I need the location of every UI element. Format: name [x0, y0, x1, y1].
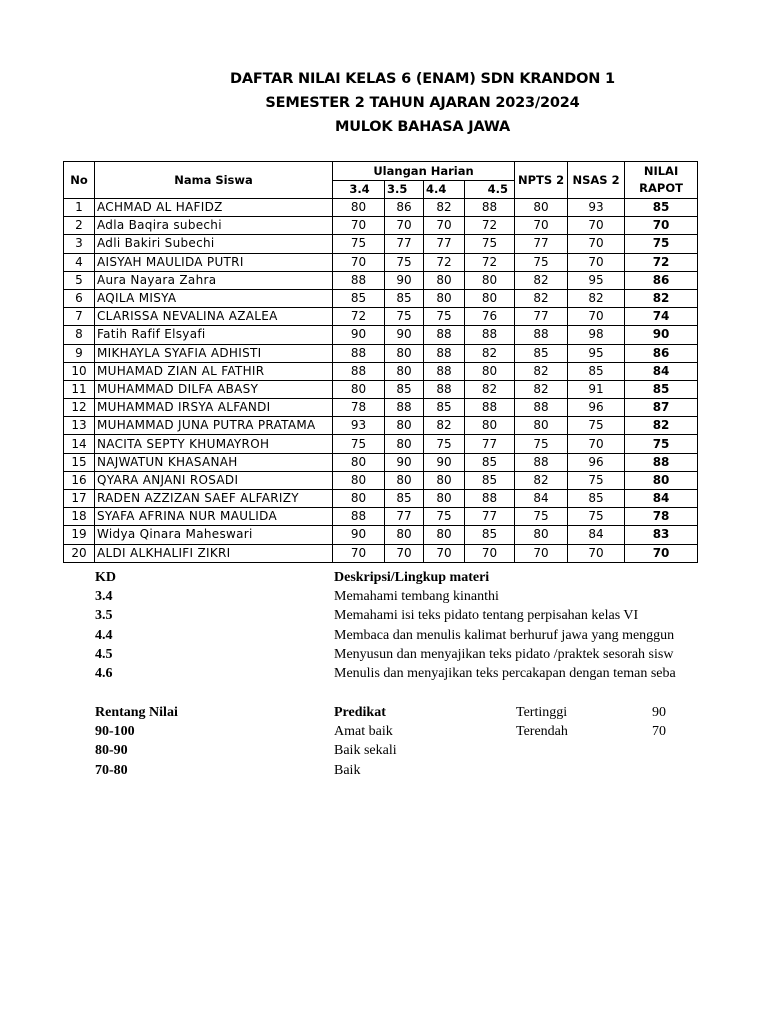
score-3-4: 70: [333, 217, 385, 235]
table-row: [64, 326, 698, 344]
score-4-4: 80: [424, 271, 465, 289]
score-nsas: 82: [568, 289, 625, 307]
table-row: [64, 526, 698, 544]
score-rapot: 87: [625, 399, 698, 417]
table-row: [64, 271, 698, 289]
score-3-4: 93: [333, 417, 385, 435]
table-row: [64, 544, 698, 562]
score-npts: 88: [515, 326, 568, 344]
score-4-5: 80: [465, 289, 515, 307]
table-row: [64, 199, 698, 217]
header-sub-4-4: 4.4: [424, 181, 465, 199]
predikat-value: Baik sekali: [334, 743, 397, 758]
score-rapot: 74: [625, 308, 698, 326]
score-rapot: 86: [625, 271, 698, 289]
score-nsas: 84: [568, 526, 625, 544]
student-name: Adla Baqira subechi: [95, 217, 333, 235]
score-nsas: 95: [568, 271, 625, 289]
table-row: [64, 453, 698, 471]
student-name: Fatih Rafif Elsyafi: [95, 326, 333, 344]
score-4-4: 88: [424, 344, 465, 362]
student-name: Adli Bakiri Subechi: [95, 235, 333, 253]
kd-description-header: Deskripsi/Lingkup materi: [334, 570, 490, 585]
header-sub-3-4: 3.4: [333, 181, 385, 199]
range-value: 80-90: [95, 743, 128, 758]
score-3-4: 80: [333, 199, 385, 217]
score-4-5: 88: [465, 490, 515, 508]
student-name: AISYAH MAULIDA PUTRI: [95, 253, 333, 271]
score-3-5: 85: [385, 490, 424, 508]
kd-description: Membaca dan menulis kalimat berhuruf jawa yang menggun: [334, 628, 675, 643]
score-3-5: 70: [385, 544, 424, 562]
score-4-5: 77: [465, 435, 515, 453]
header-nsas: NSAS 2: [568, 162, 625, 199]
score-3-5: 80: [385, 526, 424, 544]
row-number: 13: [64, 417, 95, 435]
student-name: MUHAMMAD JUNA PUTRA PRATAMA: [95, 417, 333, 435]
header-rapot-line-2: RAPOT: [639, 181, 683, 195]
score-4-5: 85: [465, 453, 515, 471]
row-number: 3: [64, 235, 95, 253]
score-3-4: 75: [333, 235, 385, 253]
score-nsas: 70: [568, 253, 625, 271]
score-4-4: 80: [424, 289, 465, 307]
score-3-5: 88: [385, 399, 424, 417]
student-name: NAJWATUN KHASANAH: [95, 453, 333, 471]
score-nsas: 95: [568, 344, 625, 362]
score-rapot: 70: [625, 544, 698, 562]
score-rapot: 82: [625, 417, 698, 435]
score-4-4: 82: [424, 199, 465, 217]
kd-description: Menulis dan menyajikan teks percakapan dengan teman seba: [334, 666, 676, 681]
score-npts: 88: [515, 399, 568, 417]
score-4-4: 75: [424, 508, 465, 526]
row-number: 12: [64, 399, 95, 417]
score-4-4: 80: [424, 471, 465, 489]
score-3-4: 90: [333, 526, 385, 544]
score-3-4: 72: [333, 308, 385, 326]
score-nsas: 98: [568, 326, 625, 344]
header-rapot-line-1: NILAI: [643, 164, 679, 178]
score-npts: 70: [515, 544, 568, 562]
student-name: MIKHAYLA SYAFIA ADHISTI: [95, 344, 333, 362]
score-3-5: 70: [385, 217, 424, 235]
student-name: NACITA SEPTY KHUMAYROH: [95, 435, 333, 453]
score-4-4: 70: [424, 217, 465, 235]
score-npts: 75: [515, 253, 568, 271]
row-number: 10: [64, 362, 95, 380]
kd-code: 4.4: [95, 628, 113, 643]
header-sub-3-5: 3.5: [385, 181, 424, 199]
score-npts: 82: [515, 271, 568, 289]
table-row: [64, 344, 698, 362]
score-npts: 82: [515, 380, 568, 398]
header-name: Nama Siswa: [95, 162, 333, 199]
score-nsas: 93: [568, 199, 625, 217]
score-3-4: 75: [333, 435, 385, 453]
score-nsas: 96: [568, 399, 625, 417]
score-rapot: 80: [625, 471, 698, 489]
score-3-5: 90: [385, 326, 424, 344]
score-3-5: 80: [385, 435, 424, 453]
student-name: AQILA MISYA: [95, 289, 333, 307]
score-4-5: 85: [465, 471, 515, 489]
score-4-4: 88: [424, 362, 465, 380]
kd-code: 4.5: [95, 647, 113, 662]
score-nsas: 91: [568, 380, 625, 398]
student-name: QYARA ANJANI ROSADI: [95, 471, 333, 489]
score-nsas: 70: [568, 217, 625, 235]
score-4-5: 82: [465, 380, 515, 398]
score-nsas: 70: [568, 435, 625, 453]
student-name: ACHMAD AL HAFIDZ: [95, 199, 333, 217]
score-4-4: 72: [424, 253, 465, 271]
score-rapot: 88: [625, 453, 698, 471]
score-4-4: 75: [424, 308, 465, 326]
score-rapot: 86: [625, 344, 698, 362]
range-header: Rentang Nilai: [95, 705, 178, 720]
table-row: [64, 399, 698, 417]
score-rapot: 75: [625, 235, 698, 253]
kd-code: 3.5: [95, 608, 113, 623]
score-3-5: 80: [385, 471, 424, 489]
header-no: No: [64, 162, 95, 199]
document-title-line-2: SEMESTER 2 TAHUN AJARAN 2023/2024: [265, 95, 580, 111]
score-4-5: 88: [465, 326, 515, 344]
kd-code: 3.4: [95, 589, 113, 604]
grades-table: [63, 161, 698, 563]
score-3-5: 90: [385, 271, 424, 289]
score-4-5: 88: [465, 399, 515, 417]
kd-description: Memahami tembang kinanthi: [334, 589, 499, 604]
score-npts: 85: [515, 344, 568, 362]
score-nsas: 85: [568, 490, 625, 508]
row-number: 20: [64, 544, 95, 562]
student-name: CLARISSA NEVALINA AZALEA: [95, 308, 333, 326]
row-number: 6: [64, 289, 95, 307]
score-nsas: 75: [568, 471, 625, 489]
score-3-4: 90: [333, 326, 385, 344]
row-number: 17: [64, 490, 95, 508]
score-4-4: 88: [424, 380, 465, 398]
header-ulangan-harian: Ulangan Harian: [333, 162, 515, 181]
score-rapot: 70: [625, 217, 698, 235]
score-3-5: 75: [385, 308, 424, 326]
student-name: Widya Qinara Maheswari: [95, 526, 333, 544]
document-title-line-3: MULOK BAHASA JAWA: [334, 119, 510, 135]
table-row: [64, 253, 698, 271]
score-nsas: 75: [568, 508, 625, 526]
score-3-4: 80: [333, 380, 385, 398]
score-4-5: 77: [465, 508, 515, 526]
score-4-4: 82: [424, 417, 465, 435]
table-row: [64, 235, 698, 253]
terendah-value: 70: [652, 724, 666, 739]
score-3-4: 88: [333, 508, 385, 526]
score-npts: 75: [515, 435, 568, 453]
student-name: Aura Nayara Zahra: [95, 271, 333, 289]
score-3-4: 80: [333, 490, 385, 508]
score-npts: 77: [515, 235, 568, 253]
score-3-5: 85: [385, 289, 424, 307]
score-3-5: 75: [385, 253, 424, 271]
student-name: MUHAMMAD DILFA ABASY: [95, 380, 333, 398]
score-nsas: 70: [568, 235, 625, 253]
score-4-5: 76: [465, 308, 515, 326]
grades-table-body: [64, 199, 698, 563]
score-3-4: 78: [333, 399, 385, 417]
score-3-5: 80: [385, 417, 424, 435]
score-3-5: 80: [385, 362, 424, 380]
score-npts: 77: [515, 308, 568, 326]
score-rapot: 84: [625, 362, 698, 380]
score-rapot: 85: [625, 380, 698, 398]
score-rapot: 84: [625, 490, 698, 508]
row-number: 11: [64, 380, 95, 398]
score-4-4: 88: [424, 326, 465, 344]
score-npts: 80: [515, 526, 568, 544]
score-4-5: 72: [465, 253, 515, 271]
score-4-5: 85: [465, 526, 515, 544]
score-nsas: 96: [568, 453, 625, 471]
score-npts: 80: [515, 199, 568, 217]
row-number: 9: [64, 344, 95, 362]
student-name: SYAFA AFRINA NUR MAULIDA: [95, 508, 333, 526]
row-number: 19: [64, 526, 95, 544]
score-rapot: 83: [625, 526, 698, 544]
score-3-5: 80: [385, 344, 424, 362]
row-number: 15: [64, 453, 95, 471]
score-npts: 82: [515, 289, 568, 307]
row-number: 7: [64, 308, 95, 326]
score-3-5: 77: [385, 235, 424, 253]
score-3-4: 80: [333, 471, 385, 489]
score-npts: 88: [515, 453, 568, 471]
row-number: 8: [64, 326, 95, 344]
score-3-4: 88: [333, 362, 385, 380]
table-row: [64, 417, 698, 435]
score-nsas: 70: [568, 544, 625, 562]
score-nsas: 70: [568, 308, 625, 326]
score-npts: 82: [515, 362, 568, 380]
range-value: 90-100: [95, 724, 135, 739]
header-sub-4-5: 4.5: [465, 181, 515, 199]
score-3-4: 85: [333, 289, 385, 307]
score-rapot: 82: [625, 289, 698, 307]
table-row: [64, 217, 698, 235]
score-4-5: 88: [465, 199, 515, 217]
score-3-4: 88: [333, 271, 385, 289]
score-npts: 80: [515, 417, 568, 435]
score-4-4: 75: [424, 435, 465, 453]
score-3-4: 88: [333, 344, 385, 362]
tertinggi-label: Tertinggi: [516, 705, 568, 720]
score-rapot: 75: [625, 435, 698, 453]
kd-header: KD: [95, 570, 116, 585]
predikat-value: Baik: [334, 763, 361, 778]
student-name: RADEN AZZIZAN SAEF ALFARIZY: [95, 490, 333, 508]
table-row: [64, 380, 698, 398]
score-npts: 70: [515, 217, 568, 235]
score-4-5: 82: [465, 344, 515, 362]
score-4-5: 80: [465, 362, 515, 380]
score-4-5: 72: [465, 217, 515, 235]
row-number: 5: [64, 271, 95, 289]
score-4-5: 80: [465, 417, 515, 435]
student-name: ALDI ALKHALIFI ZIKRI: [95, 544, 333, 562]
row-number: 1: [64, 199, 95, 217]
tertinggi-value: 90: [652, 705, 666, 720]
kd-code: 4.6: [95, 666, 113, 681]
score-npts: 82: [515, 471, 568, 489]
score-3-4: 70: [333, 253, 385, 271]
score-3-5: 90: [385, 453, 424, 471]
row-number: 16: [64, 471, 95, 489]
score-nsas: 75: [568, 417, 625, 435]
score-npts: 75: [515, 508, 568, 526]
predikat-header: Predikat: [334, 705, 386, 720]
score-4-5: 70: [465, 544, 515, 562]
score-3-5: 85: [385, 380, 424, 398]
score-3-5: 77: [385, 508, 424, 526]
score-rapot: 90: [625, 326, 698, 344]
student-name: MUHAMMAD IRSYA ALFANDI: [95, 399, 333, 417]
score-4-4: 85: [424, 399, 465, 417]
header-nilai-rapot: [625, 162, 698, 199]
table-row: [64, 490, 698, 508]
range-value: 70-80: [95, 763, 128, 778]
score-4-5: 80: [465, 271, 515, 289]
terendah-label: Terendah: [516, 724, 568, 739]
score-rapot: 78: [625, 508, 698, 526]
score-4-4: 77: [424, 235, 465, 253]
table-row: [64, 308, 698, 326]
score-4-4: 80: [424, 490, 465, 508]
score-3-5: 86: [385, 199, 424, 217]
score-rapot: 72: [625, 253, 698, 271]
score-3-4: 70: [333, 544, 385, 562]
score-4-5: 75: [465, 235, 515, 253]
kd-description: Menyusun dan menyajikan teks pidato /praktek sesorah sisw: [334, 647, 674, 662]
score-nsas: 85: [568, 362, 625, 380]
table-row: [64, 435, 698, 453]
score-4-4: 90: [424, 453, 465, 471]
row-number: 14: [64, 435, 95, 453]
table-row: [64, 362, 698, 380]
score-npts: 84: [515, 490, 568, 508]
score-4-4: 80: [424, 526, 465, 544]
table-row: [64, 508, 698, 526]
student-name: MUHAMAD ZIAN AL FATHIR: [95, 362, 333, 380]
table-row: [64, 289, 698, 307]
document-title-line-1: DAFTAR NILAI KELAS 6 (ENAM) SDN KRANDON 1: [230, 71, 615, 87]
row-number: 4: [64, 253, 95, 271]
row-number: 18: [64, 508, 95, 526]
score-rapot: 85: [625, 199, 698, 217]
score-3-4: 80: [333, 453, 385, 471]
header-npts: NPTS 2: [515, 162, 568, 199]
kd-description: Memahami isi teks pidato tentang perpisahan kelas VI: [334, 608, 639, 623]
row-number: 2: [64, 217, 95, 235]
table-row: [64, 471, 698, 489]
score-4-4: 70: [424, 544, 465, 562]
predikat-value: Amat baik: [334, 724, 393, 739]
